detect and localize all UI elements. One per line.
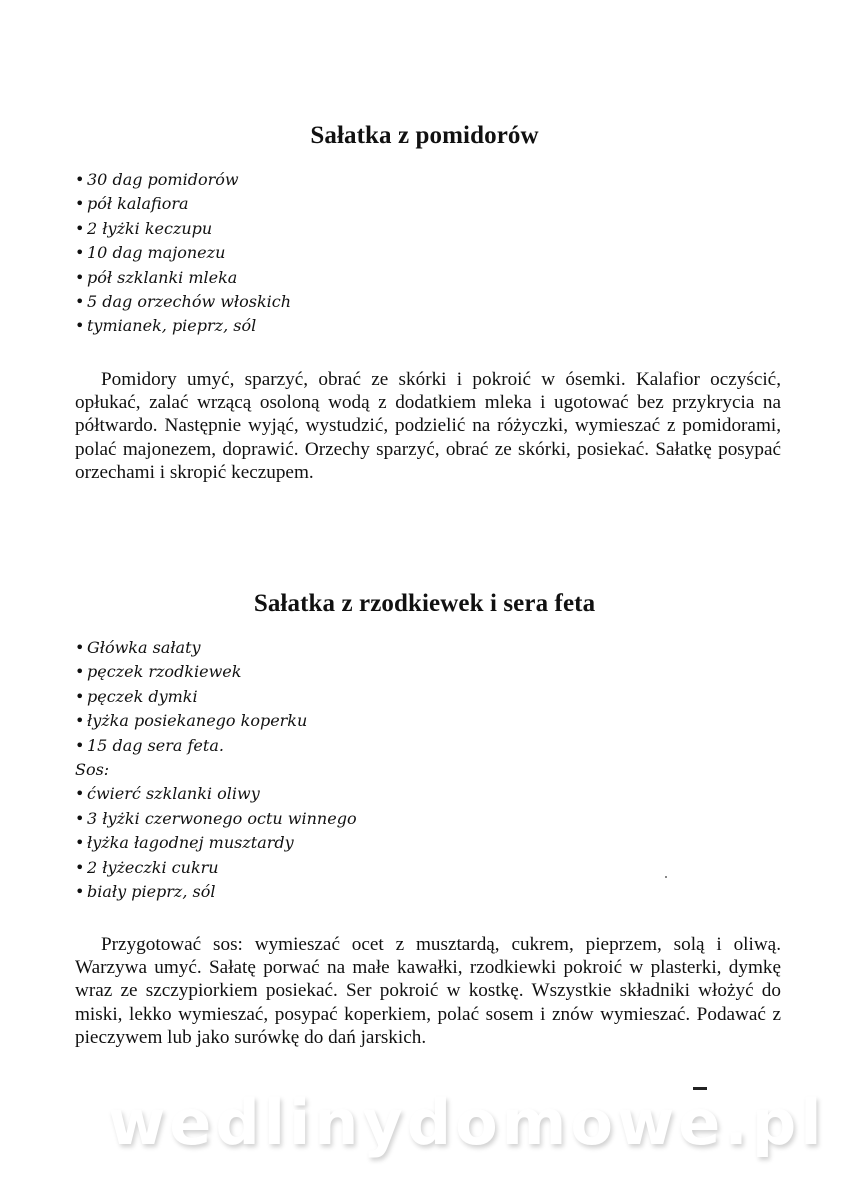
ingredient-item: • pęczek rzodkiewek — [75, 660, 357, 684]
ingredient-item: • 15 dag sera feta. — [75, 734, 357, 758]
sauce-ingredient-item: • 3 łyżki czerwonego octu winnego — [75, 807, 357, 831]
recipe-2-ingredient-list — [75, 636, 357, 904]
recipe-1-instructions: Pomidory umyć, sparzyć, obrać ze skórki i pokroić w ósemki. Kalafior oczyścić, opłukać, zalać wrzącą osoloną wodą z dodatkiem mleka i ugotować bez przykrycia na półtwardo. Następnie wyjąć, wystudzić, podzielić na różyczki, wymieszać z pomidorami, polać majonezem, doprawić. Orzechy sparzyć, obrać ze skórki, posiekać. Sałatkę posypać orzechami i skropić keczupem. — [75, 369, 781, 483]
sauce-ingredient-item: • biały pieprz, sól — [75, 880, 357, 904]
recipe-2-title: Sałatka z rzodkiewek i sera feta — [253, 590, 596, 617]
scan-speck — [665, 876, 667, 878]
ingredient-item: • 2 łyżki keczupu — [75, 217, 291, 241]
ingredient-item: • Główka sałaty — [75, 636, 357, 660]
sauce-heading: Sos: — [75, 760, 110, 780]
ingredient-item: • 5 dag orzechów włoskich — [75, 290, 291, 314]
sauce-ingredient-item: • 2 łyżeczki cukru — [75, 856, 357, 880]
sauce-ingredient-item: • łyżka łagodnej musztardy — [75, 831, 357, 855]
ingredient-item: • pęczek dymki — [75, 685, 357, 709]
ingredient-item: • pół szklanki mleka — [75, 266, 291, 290]
recipe-1-title: Sałatka z pomidorów — [310, 122, 539, 149]
ingredient-item: • 30 dag pomidorów — [75, 168, 291, 192]
recipe-2-instructions: Przygotować sos: wymieszać ocet z musztardą, cukrem, pieprzem, solą i oliwą. Warzywa umyć. Sałatę porwać na małe kawałki, rzodkiewki pokroić w plasterki, dymkę wraz ze szczypiorkiem posiekać. Ser pokroić w kostkę. Wszystkie składniki włożyć do miski, lekko wymieszać, posypać koperkiem, polać sosem i znów wymieszać. Podawać z pieczywem lub jako surówkę do dań jarskich. — [75, 934, 781, 1048]
ingredient-item: • łyżka posiekanego koperku — [75, 709, 357, 733]
recipe-1-ingredient-list — [75, 168, 291, 339]
ingredient-item: • tymianek, pieprz, sól — [75, 314, 291, 338]
watermark: wedlinydomowe.pl — [108, 1086, 826, 1159]
ingredient-item: • 10 dag majonezu — [75, 241, 291, 265]
sauce-ingredient-item: • ćwierć szklanki oliwy — [75, 782, 357, 806]
ingredient-item: • pół kalafiora — [75, 192, 291, 216]
